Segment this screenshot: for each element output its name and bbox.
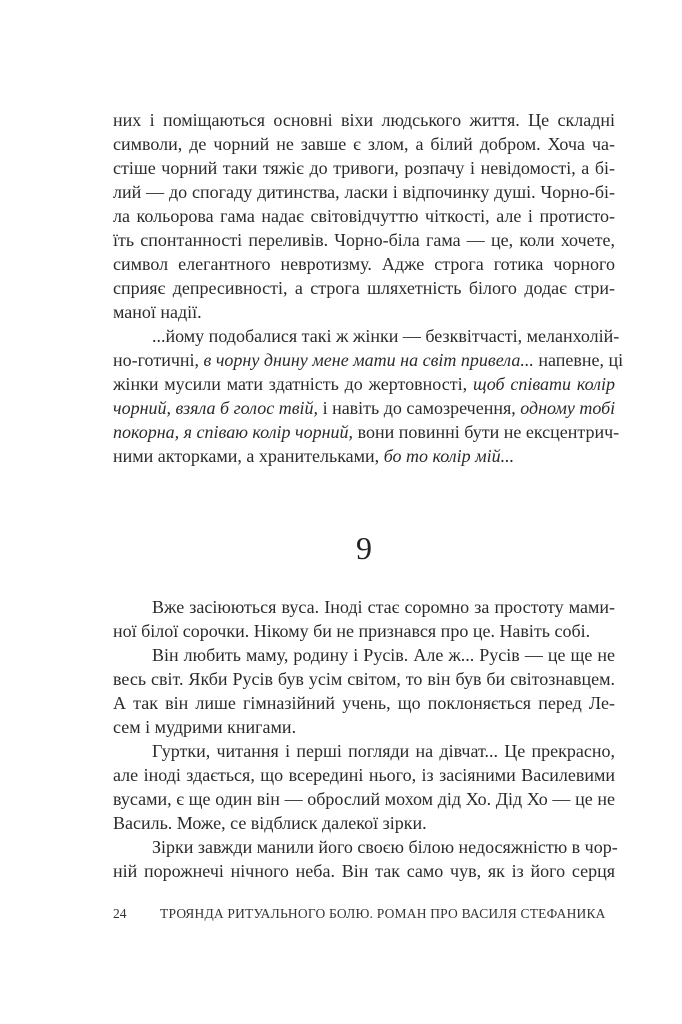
text-segment: но-готичні, xyxy=(113,350,204,370)
paragraph xyxy=(113,324,624,468)
text-segment: стіше чорний таки тяжіє до тривоги, розпачу і невідомості, а бі- xyxy=(113,158,615,178)
text-line xyxy=(113,252,615,276)
text-segment: сем і мудрими книгами. xyxy=(113,717,297,737)
text-segment: маної надії. xyxy=(113,302,202,322)
text-line xyxy=(113,715,615,739)
text-segment: ній порожнечі нічного неба. Він так само чув, як із його серця xyxy=(113,861,615,881)
text-segment: Василь. Може, се відблиск далекої зірки. xyxy=(113,813,427,833)
text-line xyxy=(113,859,615,883)
text-line xyxy=(113,811,615,835)
text-line xyxy=(113,228,615,252)
italic-segment: бо то колір мій... xyxy=(383,446,515,466)
text-segment: Вже засіюються вуса. Іноді стає соромно за простоту мами- xyxy=(152,597,615,617)
text-segment: Зірки завжди манили його своєю білою недосяжністю в чор- xyxy=(152,837,618,857)
text-line xyxy=(113,180,615,204)
text-line xyxy=(113,619,615,643)
italic-segment: чорний, взяла б голос твій, xyxy=(113,398,319,418)
text-segment: А так він лише гімназійний учень, що поклоняється перед Ле- xyxy=(113,693,615,713)
text-segment: них і поміщаються основні віхи людського життя. Це складні xyxy=(113,110,615,130)
body-text-lower xyxy=(113,595,618,883)
page-number: 24 xyxy=(113,906,127,921)
text-line xyxy=(113,691,615,715)
text-segment: їть спонтанності переливів. Чорно-біла гама — це, коли хочете, xyxy=(113,230,615,250)
running-title: ТРОЯНДА РИТУАЛЬНОГО БОЛЮ. РОМАН ПРО ВАСИЛЯ СТЕФАНИКА xyxy=(160,906,606,921)
paragraph xyxy=(113,739,615,835)
text-line xyxy=(113,835,618,859)
text-segment: вусами, є ще один він — оброслий мохом дід Хо. Дід Хо — це не xyxy=(113,789,615,809)
paragraph xyxy=(113,835,618,883)
text-segment: Він любить маму, родину і Русів. Але ж... Русів — це ще не xyxy=(152,645,615,665)
text-line xyxy=(113,300,615,324)
text-segment: сприяє депресивності, а строга шляхетність білого додає стри- xyxy=(113,278,615,298)
text-segment: весь світ. Якби Русів був усім світом, то він був би світознавцем. xyxy=(113,669,615,689)
text-line xyxy=(113,348,624,372)
text-segment: Гуртки, читання і перші погляди на дівчат... Це прекрасно, xyxy=(152,741,615,761)
text-segment: символ елегантного невротизму. Адже строга готика чорного xyxy=(113,254,615,274)
text-segment: і навіть до самозречення, xyxy=(318,398,521,418)
text-segment: ними акторками, а хранительками, xyxy=(113,446,384,466)
text-segment: ної білої сорочки. Нікому би не признався про це. Навіть собі. xyxy=(113,621,591,641)
text-line xyxy=(113,643,615,667)
text-line xyxy=(113,132,615,156)
text-line xyxy=(113,763,615,787)
italic-segment: одному тобі xyxy=(520,398,616,418)
text-line xyxy=(113,396,615,420)
text-segment: лий — до спогаду дитинства, ласки і відпочинку душі. Чорно-бі- xyxy=(113,182,615,202)
paragraph xyxy=(113,643,615,739)
text-segment: символи, де чорний не завше є злом, а білий добром. Хоча ча- xyxy=(113,134,615,154)
text-line xyxy=(113,739,615,763)
text-segment: жінки мусили мати здатність до жертовності, xyxy=(113,374,473,394)
text-segment: напевне, ці xyxy=(533,350,624,370)
text-line xyxy=(113,108,615,132)
text-line xyxy=(113,667,615,691)
page-footer xyxy=(113,905,653,923)
text-line xyxy=(113,444,615,468)
text-line xyxy=(113,372,615,396)
text-segment: ла кольорова гама надає світовідчуттю чіткості, але і протисто- xyxy=(113,206,615,226)
text-segment: вони повинні бути не ексцентрич- xyxy=(353,422,620,442)
body-text-upper xyxy=(113,108,624,468)
text-segment: ...йому подобалися такі ж жінки — безквітчасті, меланхолій- xyxy=(152,326,620,346)
italic-segment: щоб співати колір xyxy=(472,374,615,394)
section-heading: 9 xyxy=(356,530,372,566)
text-line xyxy=(113,420,620,444)
paragraph xyxy=(113,108,615,324)
text-segment: але іноді здається, що всередині нього, із засіяними Василевими xyxy=(113,765,615,785)
text-line xyxy=(113,276,615,300)
text-line xyxy=(113,156,615,180)
paragraph xyxy=(113,595,615,643)
italic-segment: покорна, я співаю колір чорний, xyxy=(113,422,354,442)
text-line xyxy=(113,595,615,619)
italic-segment: в чорну днину мене мати на світ привела... xyxy=(203,350,534,370)
text-line xyxy=(113,204,615,228)
text-line xyxy=(113,787,615,811)
text-line xyxy=(113,324,620,348)
